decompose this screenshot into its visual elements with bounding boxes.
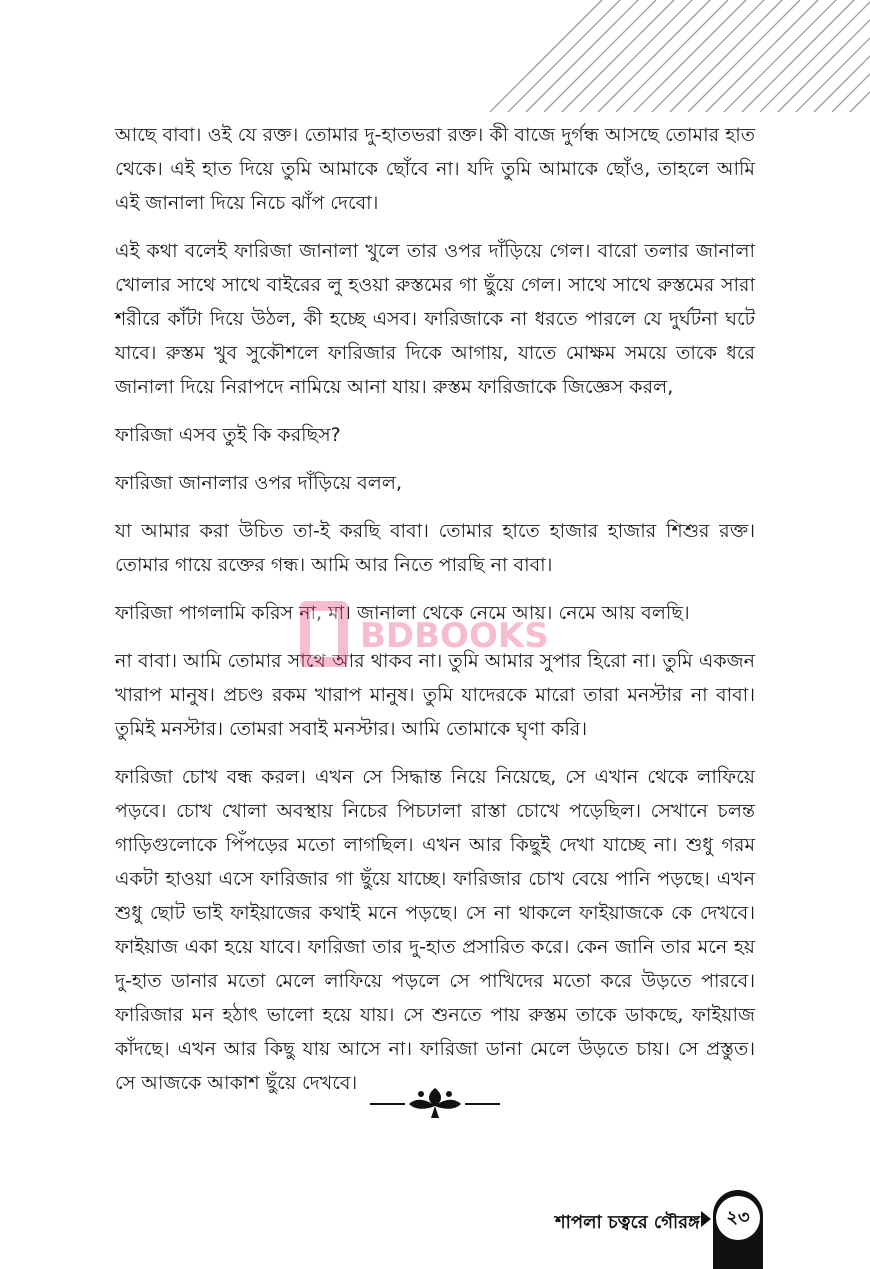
svg-text:BDBOOKS: BDBOOKS — [360, 616, 549, 656]
diagonal-stripes-decoration — [490, 0, 870, 112]
bdbooks-watermark-logo — [300, 595, 560, 675]
arrow-right-icon — [701, 1211, 711, 1227]
paragraph: ফারিজা এসব তুই কি করছিস? — [115, 424, 341, 446]
paragraph: না বাবা। আমি তোমার সাথে আর থাকব না। তুমি আমার সুপার হিরো না। তুমি একজন খারাপ মানুষ। প্রচণ্ড রকম খারাপ মানুষ। তুমি যাদেরকে মারো তারা মনস্টার না বাবা। তুমিই মনস্টার। তোমরা সবাই মনস্টার। আমি তোমাকে ঘৃণা করি। — [115, 650, 755, 740]
page-number: ২৩ — [716, 1196, 760, 1240]
paragraph: আছে বাবা। ওই যে রক্ত। তোমার দু-হাতভরা রক্ত। কী বাজে দুর্গন্ধ আসছে তোমার হাত থেকে। এই হাত দিয়ে তুমি আমাকে ছোঁবে না। যদি তুমি আমাকে ছোঁও, তাহলে আমি এই জানালা দিয়ে নিচে ঝাঁপ দেবো। — [115, 124, 755, 214]
paragraph: যা আমার করা উচিত তা-ই করছি বাবা। তোমার হাতে হাজার হাজার শিশুর রক্ত। তোমার গায়ে রক্তের গন্ধ। আমি আর নিতে পারছি না বাবা। — [115, 520, 755, 576]
fleuron-ornament-icon — [365, 1082, 505, 1122]
paragraph: ফারিজা জানালার ওপর দাঁড়িয়ে বলল, — [115, 472, 403, 494]
paragraph: ফারিজা চোখ বন্ধ করল। এখন সে সিদ্ধান্ত নিয়ে নিয়েছে, সে এখান থেকে লাফিয়ে পড়বে। চোখ খোলা অবস্থায় নিচের পিচঢালা রাস্তা চোখে পড়েছিল। সেখানে চলন্ত গাড়িগুলোকে পিঁপড়ের মতো লাগছিল। এখন আর কিছুই দেখা যাচ্ছে না। শুধু গরম একটা হাওয়া এসে ফারিজার গা ছুঁয়ে যাচ্ছে। ফারিজার চোখ বেয়ে পানি পড়ছে। এখন শুধু ছোট ভাই ফাইয়াজের কথাই মনে পড়ছে। সে না থাকলে ফাইয়াজকে কে দেখবে। ফাইয়াজ একা হয়ে যাবে। ফারিজা তার দু-হাত প্রসারিত করে। কেন জানি তার মনে হয় দু-হাত ডানার মতো মেলে লাফিয়ে পড়লে সে পাখিদের মতো করে উড়তে পারবে। ফারিজার মন হঠাৎ ভালো হয়ে যায়। সে শুনতে পায় রুস্তম তাকে ডাকছে, ফাইয়াজ কাঁদছে। এখন আর কিছু যায় আসে না। ফারিজা ডানা মেলে উড়তে চায়। সে প্রস্তুত। সে আজকে আকাশ ছুঁয়ে দেখবে। — [115, 766, 755, 1094]
paragraph: ফারিজা পাগলামি করিস না, মা। জানালা থেকে নেমে আয়। নেমে আয় বলছি। — [115, 602, 690, 624]
paragraph: এই কথা বলেই ফারিজা জানালা খুলে তার ওপর দাঁড়িয়ে গেল। বারো তলার জানালা খোলার সাথে সাথে বাইরের লু হওয়া রুস্তমের গা ছুঁয়ে গেল। সাথে সাথে রুস্তমের সারা শরীরে কাঁটা দিয়ে উঠল, কী হচ্ছে এসব। ফারিজাকে না ধরতে পারলে যে দুর্ঘটনা ঘটে যাবে। রুস্তম খুব সুকৌশলে ফারিজার দিকে আগায়, যাতে মোক্ষম সময়ে তাকে ধরে জানালা দিয়ে নিরাপদে নামিয়ে আনা যায়। রুস্তম ফারিজাকে জিজ্ঞেস করল, — [115, 240, 755, 398]
book-title: শাপলা চত্বরে গৌরঙ্গ — [555, 1212, 700, 1233]
